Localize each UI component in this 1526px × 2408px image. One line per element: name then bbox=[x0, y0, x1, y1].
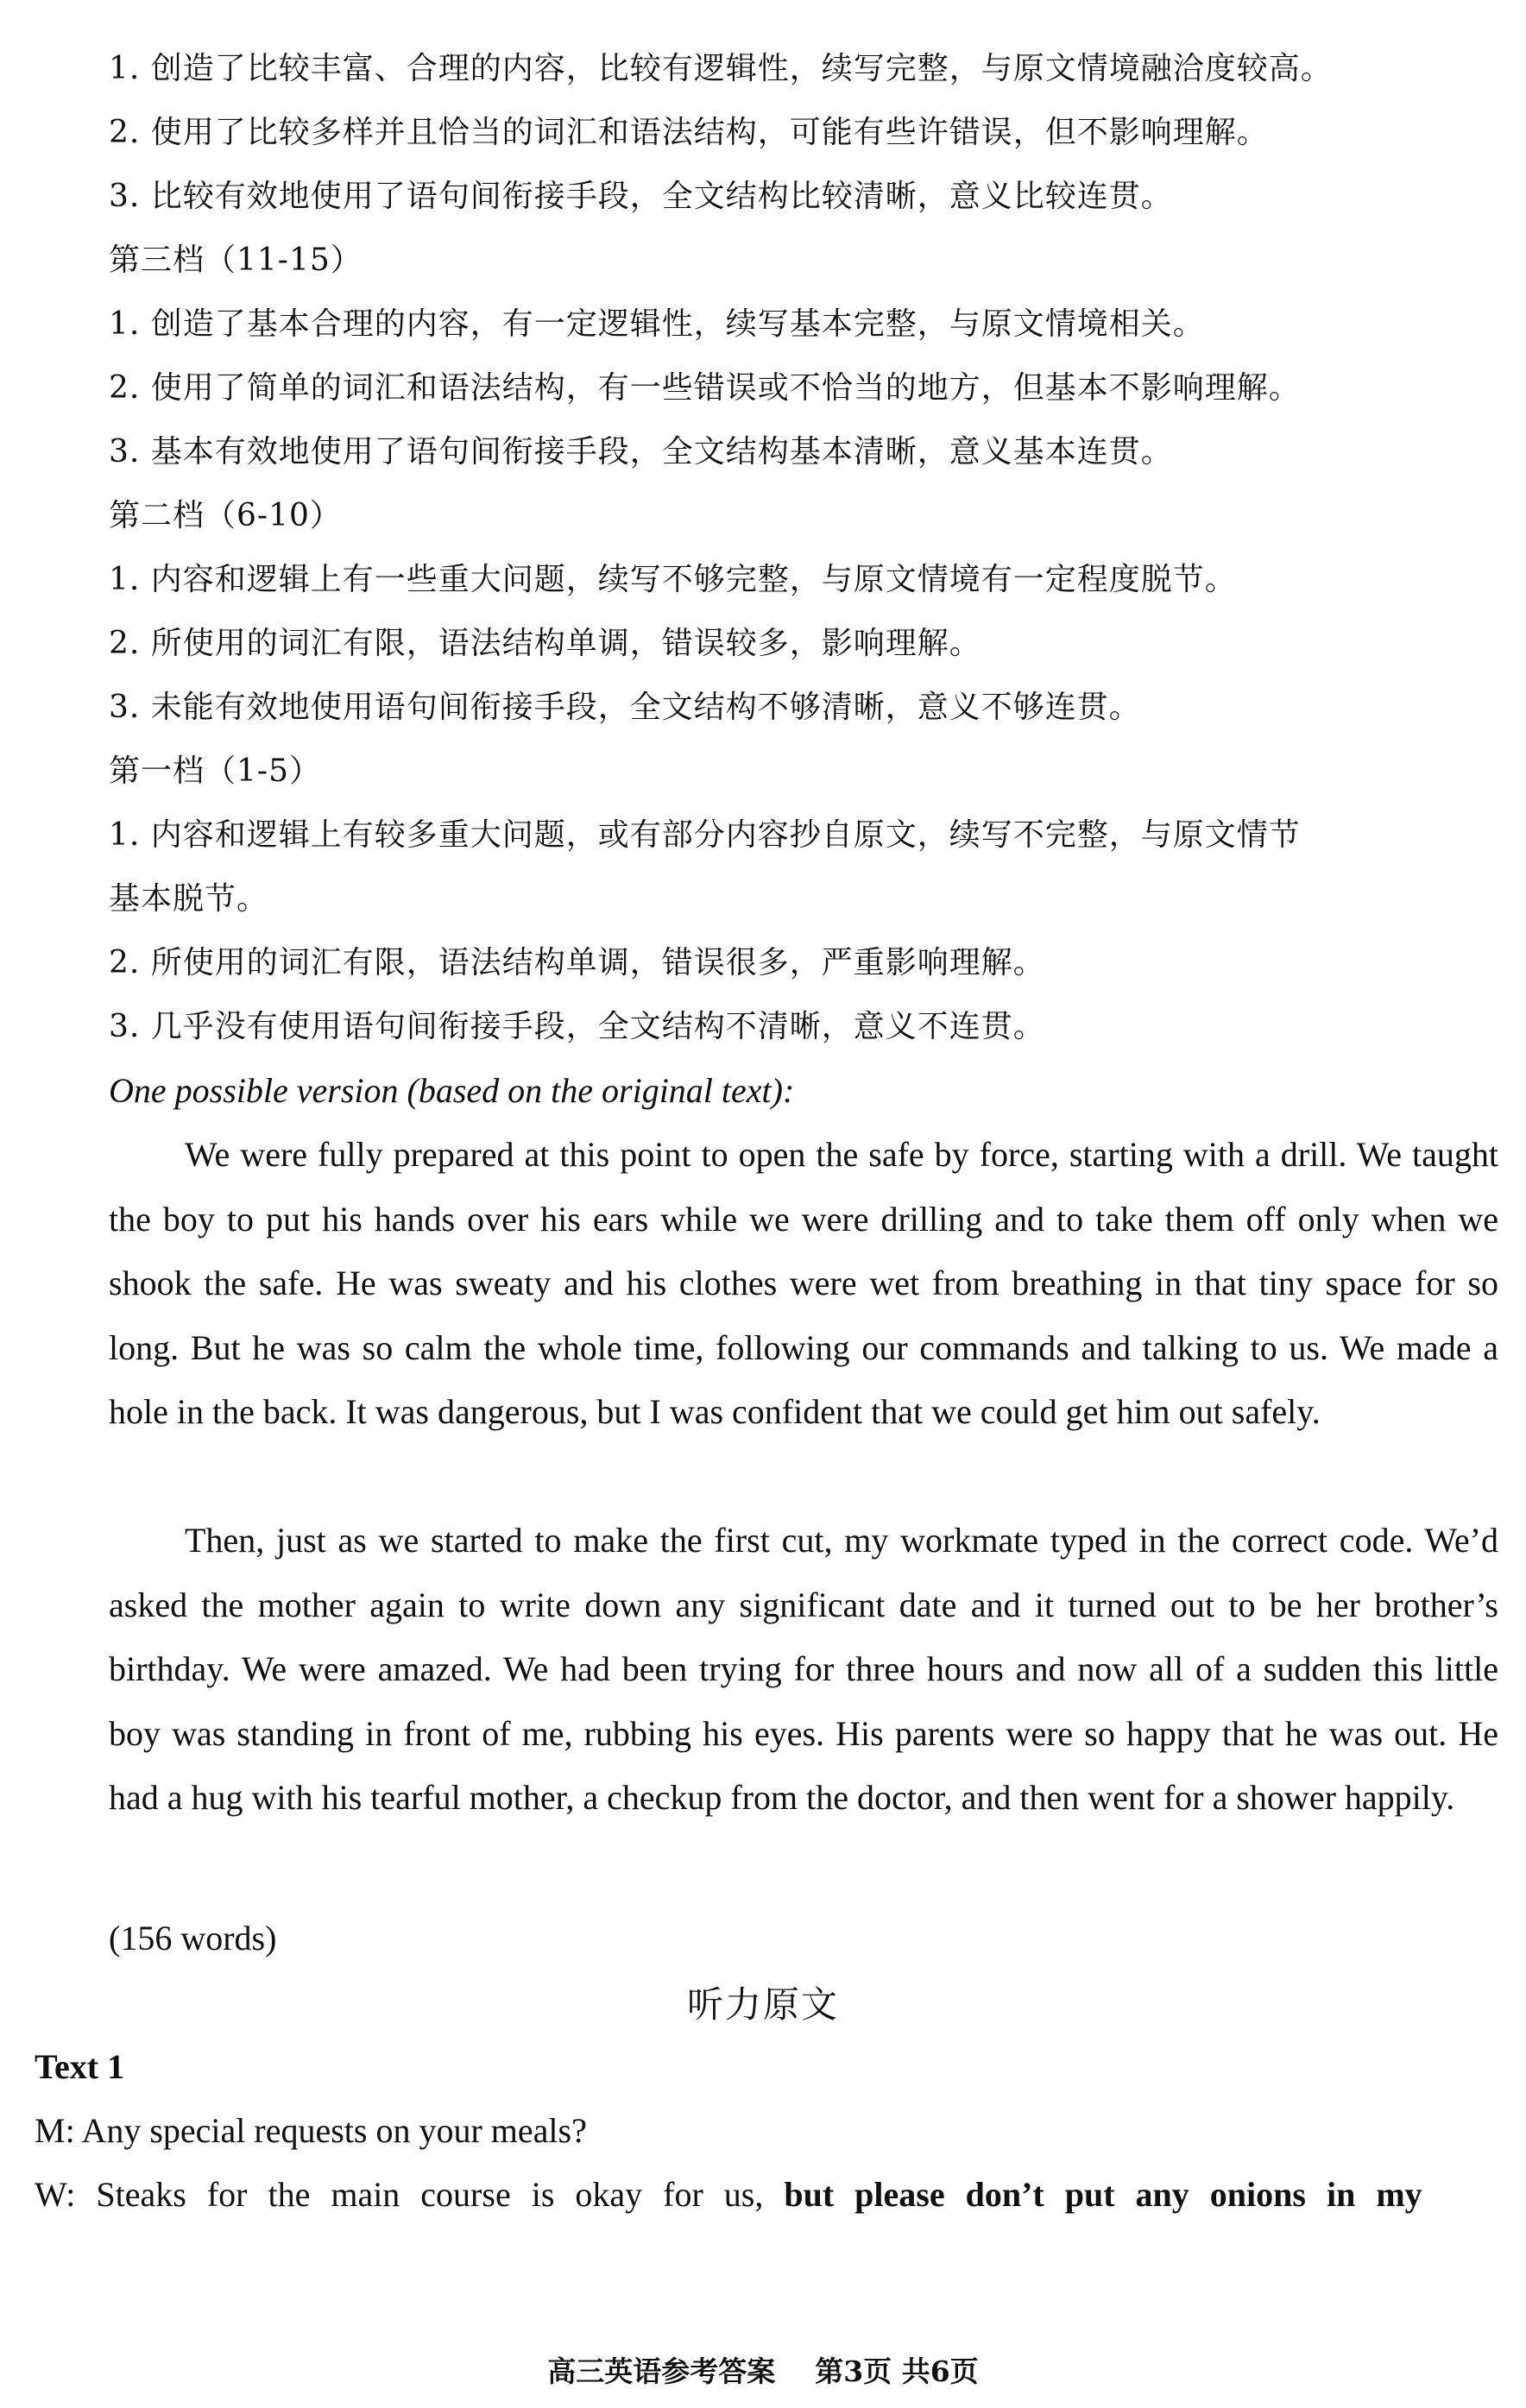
grading-item: 1. 创造了比较丰富、合理的内容，比较有逻辑性，续写完整，与原文情境融洽度较高。 bbox=[109, 51, 1333, 86]
word-count: (156 words) bbox=[109, 1919, 277, 1957]
sample-paragraph-2 bbox=[109, 1509, 1498, 1831]
grading-item: 2. 使用了比较多样并且恰当的词汇和语法结构，可能有些许错误，但不影响理解。 bbox=[109, 115, 1269, 150]
footer-doc-name: 高三英语参考答案 bbox=[547, 2354, 776, 2388]
band-title: 第三档（11-15） bbox=[109, 243, 363, 278]
grading-item: 2. 使用了简单的词汇和语法结构，有一些错误或不恰当的地方，但基本不影响理解。 bbox=[109, 370, 1301, 406]
band-title: 第二档（6-10） bbox=[109, 498, 342, 533]
section-title: 听力原文 bbox=[686, 1983, 839, 2026]
paragraph-text: We were fully prepared at this point to open the safe by force, starting with a drill. We taught the boy to put his hands over his ears while we were drilling and to take them off only when we shook the safe. He was sweaty and his clothes were wet from breathing in that tiny space for so long. But he was so calm the whole time, following our commands and talking to us. We made a hole in the back. It was dangerous, but I was confident that we could get him out safely. bbox=[109, 1135, 1498, 1431]
footer-page-info: 第3页 共6页 bbox=[815, 2354, 979, 2388]
grading-item: 1. 内容和逻辑上有一些重大问题，续写不够完整，与原文情境有一定程度脱节。 bbox=[109, 562, 1237, 597]
dialogue-plain-text: W: Steaks for the main course is okay for us, bbox=[35, 2175, 764, 2214]
sample-paragraph-1 bbox=[109, 1123, 1498, 1445]
grading-item: 1. 创造了基本合理的内容，有一定逻辑性，续写基本完整，与原文情境相关。 bbox=[109, 306, 1205, 342]
grading-item-continuation: 基本脱节。 bbox=[109, 881, 269, 917]
paragraph-text: Then, just as we started to make the first cut, my workmate typed in the correct code. We’d asked the mother again to write down any significant date and it turned out to be her brother’s birthday. We were amazed. We had been trying for three hours and now all of a sudden this little boy was standing in front of me, rubbing his eyes. His parents were so happy that he was out. He had a hug with his tearful mother, a checkup from the doctor, and then went for a shower happily. bbox=[109, 1521, 1498, 1817]
grading-item: 2. 所使用的词汇有限，语法结构单调，错误较多，影响理解。 bbox=[109, 626, 981, 661]
dialogue-line: M: Any special requests on your meals? bbox=[35, 2111, 587, 2150]
band-title: 第一档（1-5） bbox=[109, 753, 321, 789]
grading-item: 3. 比较有效地使用了语句间衔接手段，全文结构比较清晰，意义比较连贯。 bbox=[109, 179, 1173, 214]
grading-item: 2. 所使用的词汇有限，语法结构单调，错误很多，严重影响理解。 bbox=[109, 945, 1045, 980]
dialogue-line bbox=[35, 2173, 1491, 2216]
grading-item: 1. 内容和逻辑上有较多重大问题，或有部分内容抄自原文，续写不完整，与原文情节 bbox=[109, 817, 1301, 853]
grading-item: 3. 未能有效地使用语句间衔接手段，全文结构不够清晰，意义不够连贯。 bbox=[109, 690, 1141, 725]
text-title: Text 1 bbox=[35, 2047, 125, 2086]
page-footer bbox=[0, 2349, 1526, 2390]
grading-item: 3. 几乎没有使用语句间衔接手段，全文结构不清晰，意义不连贯。 bbox=[109, 1009, 1045, 1044]
sample-heading: One possible version (based on the original text): bbox=[109, 1071, 795, 1110]
grading-item: 3. 基本有效地使用了语句间衔接手段，全文结构基本清晰，意义基本连贯。 bbox=[109, 434, 1173, 470]
dialogue-bold-text: but please don’t put any onions in my bbox=[784, 2175, 1422, 2214]
